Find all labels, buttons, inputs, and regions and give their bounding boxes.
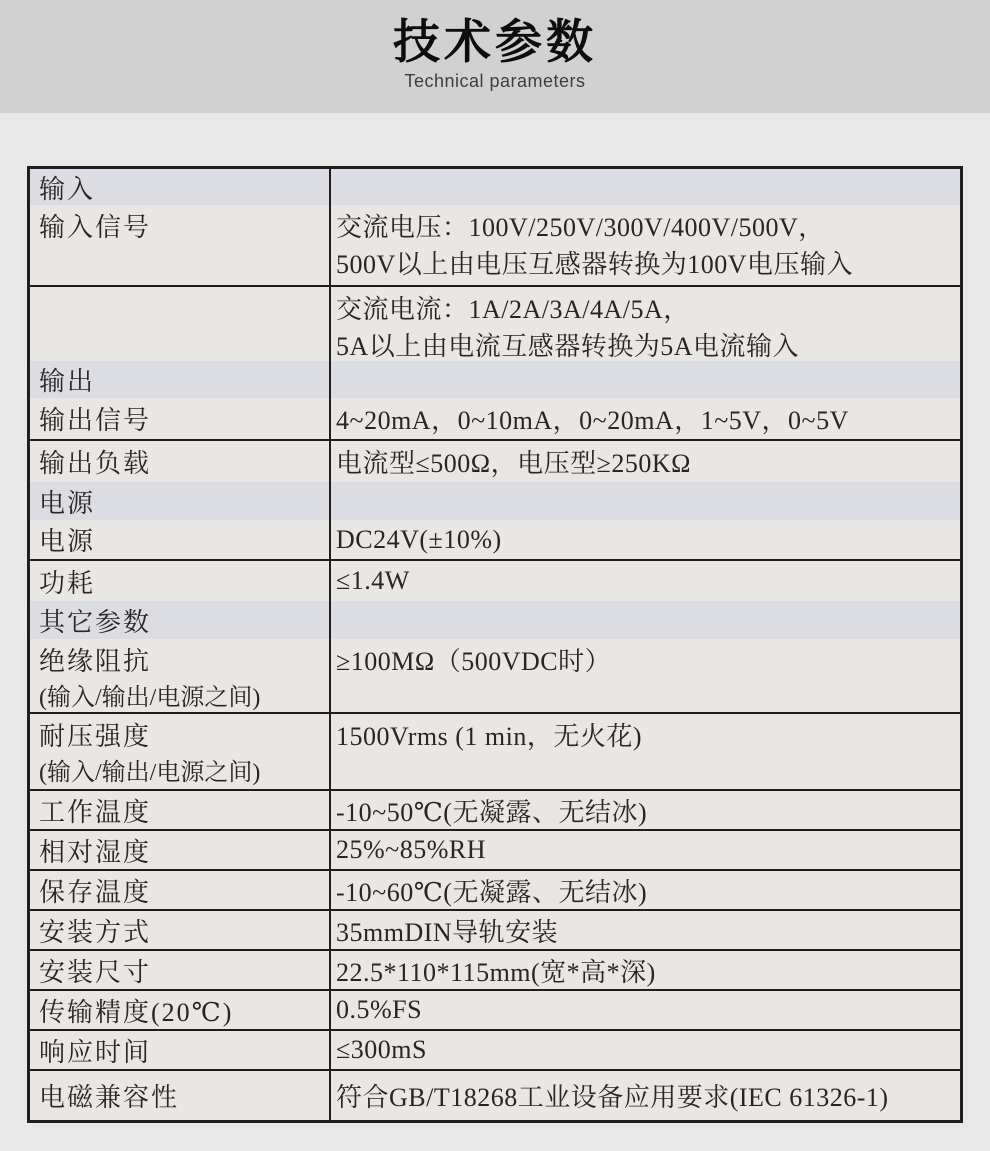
spec-table [27,166,963,1123]
param-value-cell [331,601,960,639]
param-value-cell [331,951,960,989]
section-label: 其它参数 [39,607,152,637]
param-value-cell [331,714,960,789]
param-label: 工作温度 [39,797,152,827]
section-header-row-other [30,601,960,639]
table-row-input-signal [30,205,960,287]
param-name-cell [30,398,331,439]
param-value-line: 22.5*110*115mm(宽*高*深) [336,957,656,987]
table-row-mounting-method [30,911,960,951]
param-value-cell [331,991,960,1029]
table-row-transmission-accuracy [30,991,960,1031]
table-row-operating-temperature [30,791,960,831]
param-value-line: ≤300mS [336,1035,427,1064]
param-value-cell [331,441,960,482]
param-value-line: DC24V(±10%) [336,524,502,554]
param-value-line: 电流型≤500Ω，电压型≥250KΩ [336,449,691,478]
param-value-cell [331,398,960,439]
param-value-line: -10~50℃(无凝露、无结冰) [336,797,648,827]
section-header-row-input [30,169,960,205]
param-name-cell [30,601,331,639]
param-value-cell [331,205,960,285]
param-value-cell [331,287,960,361]
param-label: 安装尺寸 [39,957,152,987]
param-value-line: 35mmDIN导轨安装 [336,917,559,947]
param-name-cell [30,561,331,601]
param-value-cell [331,831,960,869]
section-header-row-power [30,482,960,520]
param-sublabel: (输入/输出/电源之间) [39,685,261,711]
page-title: 技术参数 [393,15,597,68]
param-name-cell [30,639,331,712]
param-label: 功耗 [39,568,96,598]
param-name-cell [30,714,331,789]
param-value-cell [331,791,960,829]
table-row-emc [30,1071,960,1120]
param-value-cell [331,871,960,909]
param-value-line: 500V以上由电压互感器转换为100V电压输入 [336,250,854,279]
param-label: 安装方式 [39,917,152,947]
param-value-cell [331,482,960,520]
param-name-cell [30,911,331,949]
param-value-line: 25%~85%RH [336,835,487,864]
param-name-cell [30,1071,331,1120]
table-row-relative-humidity [30,831,960,871]
param-value-line: ≤1.4W [336,566,410,595]
param-name-cell [30,991,331,1029]
param-label: 电磁兼容性 [39,1083,180,1112]
table-row-insulation-resistance [30,639,960,714]
param-value-cell [331,1071,960,1120]
param-name-cell [30,520,331,559]
param-value-cell [331,520,960,559]
param-value-line: 5A以上由电流互感器转换为5A电流输入 [336,332,800,361]
table-row-response-time [30,1031,960,1071]
param-sublabel: (输入/输出/电源之间) [39,760,261,786]
param-label: 响应时间 [39,1037,152,1067]
param-name-cell [30,169,331,205]
section-label: 电源 [39,488,96,518]
param-label: 耐压强度 [39,722,152,751]
param-value-line: 0.5%FS [336,995,423,1024]
param-value-line: 交流电流：1A/2A/3A/4A/5A， [336,295,690,324]
param-name-cell [30,287,331,361]
param-label: 输出信号 [39,406,152,435]
param-value-line: 符合GB/T18268工业设备应用要求(IEC 61326-1) [336,1083,889,1112]
table-row-output-load [30,441,960,482]
table-row-withstand-voltage [30,714,960,791]
table-row-power-consumption [30,561,960,601]
table-row-power-supply [30,520,960,561]
param-label: 电源 [39,527,96,556]
table-row-mounting-dimensions [30,951,960,991]
section-label: 输出 [39,367,96,396]
param-label: 相对湿度 [39,837,152,867]
param-value-cell [331,639,960,712]
param-name-cell [30,361,331,398]
table-row-input-current [30,287,960,361]
section-header-row-output [30,361,960,398]
param-value-cell [331,169,960,205]
param-value-cell [331,361,960,398]
param-value-cell [331,1031,960,1069]
section-label: 输入 [39,174,96,204]
param-label: 传输精度(20℃) [39,997,234,1027]
param-name-cell [30,871,331,909]
param-name-cell [30,441,331,482]
param-value-line: ≥100MΩ（500VDC时） [336,647,612,676]
table-row-output-signal [30,398,960,441]
param-label: 输出负载 [39,449,152,478]
param-value-line: -10~60℃(无凝露、无结冰) [336,877,648,907]
param-name-cell [30,205,331,285]
param-name-cell [30,791,331,829]
param-name-cell [30,482,331,520]
param-value-line: 交流电压：100V/250V/300V/400V/500V， [336,213,825,242]
table-row-storage-temperature [30,871,960,911]
param-name-cell [30,951,331,989]
param-label: 绝缘阻抗 [39,647,152,676]
param-name-cell [30,831,331,869]
param-value-line: 1500Vrms (1 min，无火花) [336,722,642,751]
param-value-cell [331,911,960,949]
param-label: 输入信号 [39,213,152,242]
param-value-line: 4~20mA，0~10mA，0~20mA，1~5V，0~5V [336,406,849,435]
page-subtitle: Technical parameters [404,71,586,91]
param-label: 保存温度 [39,877,152,907]
param-name-cell [30,1031,331,1069]
param-value-cell [331,561,960,601]
header-band [0,0,990,113]
